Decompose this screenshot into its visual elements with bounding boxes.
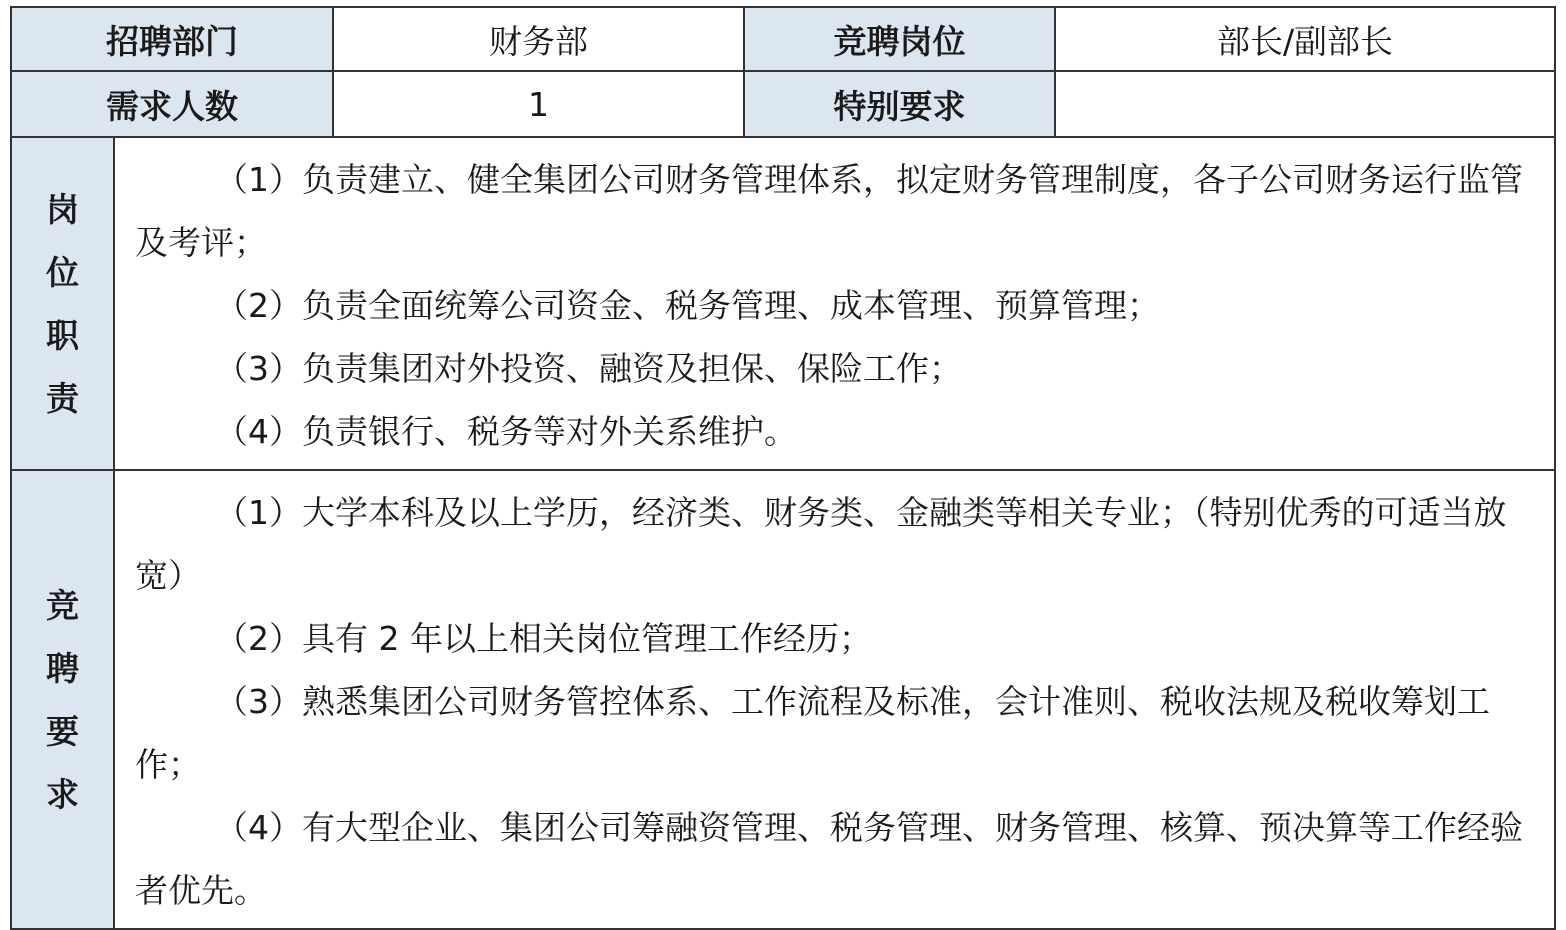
- duties-label-char: 责: [46, 378, 79, 418]
- table-row: [11, 7, 1555, 71]
- requirement-item: （3）熟悉集团公司财务管控体系、工作流程及标准，会计准则、税收法规及税收筹划工作；: [135, 682, 1490, 784]
- special-requirements-label: 特别要求: [744, 71, 1055, 137]
- job-posting-table: [10, 6, 1556, 930]
- table-row: [11, 137, 1555, 470]
- duty-item: （2）负责全面统筹公司资金、税务管理、成本管理、预算管理；: [215, 286, 1160, 325]
- dept-value: 财务部: [333, 7, 744, 71]
- requirements-content: [114, 470, 1555, 929]
- duties-label-char: 位: [46, 252, 79, 292]
- duties-label: [11, 137, 114, 470]
- dept-label: 招聘部门: [11, 7, 333, 71]
- requirement-item: （1）大学本科及以上学历，经济类、财务类、金融类等相关专业；（特别优秀的可适当放宽）: [135, 493, 1507, 595]
- requirements-label-char: 竞: [46, 585, 79, 625]
- duties-label-char: 职: [46, 315, 79, 355]
- table-row: [11, 71, 1555, 137]
- duties-label-char: 岗: [46, 189, 79, 229]
- table-row: [11, 470, 1555, 929]
- headcount-label: 需求人数: [11, 71, 333, 137]
- duty-item: （3）负责集团对外投资、融资及担保、保险工作；: [215, 349, 962, 388]
- duties-content: [114, 137, 1555, 470]
- requirements-label-char: 要: [46, 711, 79, 751]
- position-label: 竞聘岗位: [744, 7, 1055, 71]
- requirements-label-char: 求: [46, 774, 79, 814]
- special-requirements-value: [1055, 71, 1555, 137]
- requirement-item: （4）有大型企业、集团公司筹融资管理、税务管理、财务管理、核算、预决算等工作经验者优先。: [135, 808, 1523, 910]
- position-value: 部长/副部长: [1055, 7, 1555, 71]
- duty-item: （1）负责建立、健全集团公司财务管理体系，拟定财务管理制度，各子公司财务运行监管及考评；: [135, 160, 1523, 262]
- requirements-label: [11, 470, 114, 929]
- requirements-label-char: 聘: [46, 648, 79, 688]
- headcount-value: 1: [333, 71, 744, 137]
- duty-item: （4）负责银行、税务等对外关系维护。: [215, 412, 797, 451]
- requirement-item: （2）具有 2 年以上相关岗位管理工作经历；: [215, 619, 872, 658]
